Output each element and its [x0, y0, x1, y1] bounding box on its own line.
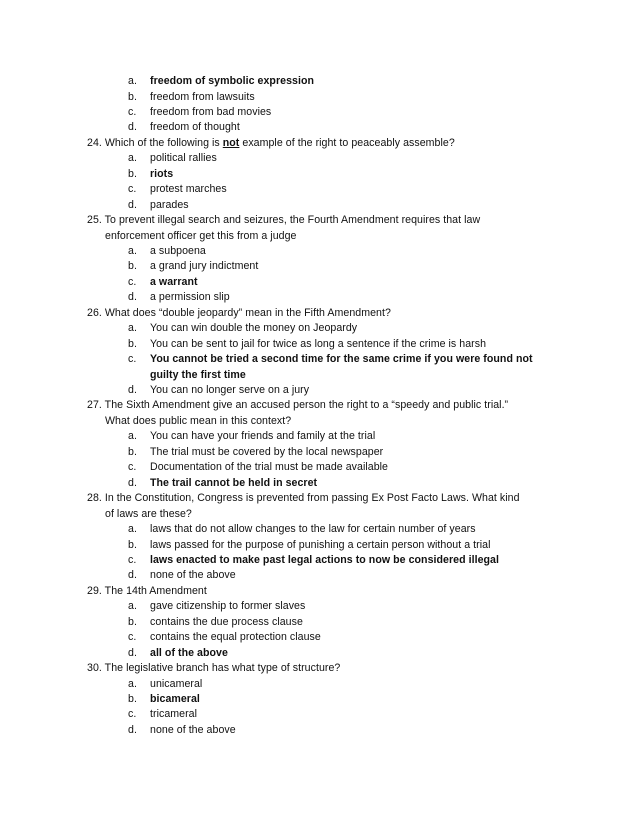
- option-text: You can be sent to jail for twice as long a sentence if the crime is harsh: [150, 337, 487, 350]
- option-text: protest marches: [150, 183, 227, 196]
- answer-option: [128, 152, 217, 165]
- option-letter: a.: [128, 152, 137, 165]
- answer-option: [128, 477, 317, 490]
- option-text: laws passed for the purpose of punishing a certain person without a trial: [150, 538, 491, 551]
- option-letter: d.: [128, 569, 137, 582]
- option-letter: a.: [128, 600, 137, 613]
- option-letter: a.: [128, 677, 137, 690]
- option-text: a grand jury indictment: [150, 260, 259, 273]
- answer-option: [128, 708, 197, 721]
- option-letter: b.: [128, 445, 137, 458]
- option-letter: d.: [128, 384, 137, 396]
- option-text: Documentation of the trial must be made available: [150, 461, 388, 474]
- answer-option: [128, 554, 499, 567]
- answer-option: [128, 353, 533, 366]
- option-text: laws that do not allow changes to the law for certain number of years: [150, 523, 476, 535]
- option-letter: a.: [128, 523, 137, 535]
- answer-option: [128, 245, 206, 258]
- correct-answer-text: You cannot be tried a second time for the same crime if you were found not: [150, 353, 533, 366]
- emphasized-word: not: [222, 136, 240, 149]
- answer-option: [128, 724, 236, 737]
- option-text: freedom from lawsuits: [150, 90, 255, 103]
- option-text: unicameral: [150, 677, 203, 690]
- correct-answer-text: a warrant: [150, 275, 198, 288]
- option-text: freedom of thought: [150, 121, 240, 134]
- answer-option: [128, 616, 303, 629]
- question-text: 29. The 14th Amendment: [87, 584, 207, 597]
- correct-answer-text: bicameral: [150, 693, 200, 705]
- answer-option: [128, 322, 357, 335]
- answer-option: [128, 384, 309, 397]
- option-text: freedom from bad movies: [150, 105, 272, 118]
- option-text: gave citizenship to former slaves: [150, 600, 306, 613]
- option-letter: a.: [128, 322, 137, 335]
- option-letter: d.: [128, 291, 137, 304]
- answer-option: [128, 338, 486, 351]
- answer-option: [128, 600, 305, 613]
- answer-option-continuation: guilty the first time: [150, 368, 246, 381]
- option-letter: a.: [128, 75, 137, 87]
- option-letter: d.: [128, 121, 137, 134]
- option-text: You can no longer serve on a jury: [150, 384, 310, 396]
- question-text: [87, 137, 455, 150]
- correct-answer-text: all of the above: [150, 646, 228, 659]
- answer-option: [128, 291, 230, 304]
- answer-option: [128, 647, 228, 660]
- option-text: political rallies: [150, 152, 217, 165]
- option-letter: b.: [128, 260, 137, 273]
- answer-option: [128, 693, 200, 706]
- question-text: 30. The legislative branch has what type of structure?: [87, 662, 341, 675]
- question-text-continuation: of laws are these?: [105, 507, 192, 520]
- option-text: a subpoena: [150, 244, 206, 257]
- option-text: none of the above: [150, 569, 236, 582]
- answer-option: [128, 260, 258, 273]
- option-text: parades: [150, 198, 189, 211]
- answer-option: [128, 430, 375, 443]
- answer-option: [128, 199, 189, 212]
- option-letter: a.: [128, 244, 137, 257]
- option-letter: c.: [128, 353, 137, 366]
- question-text-part: 24. Which of the following is: [87, 136, 223, 149]
- answer-option: [128, 569, 236, 582]
- answer-option: [128, 276, 198, 289]
- question-text-part: example of the right to peaceably assemble?: [239, 136, 455, 149]
- option-letter: d.: [128, 723, 137, 736]
- question-text: 28. In the Constitution, Congress is prevented from passing Ex Post Facto Laws. What kind: [87, 492, 520, 505]
- option-text: none of the above: [150, 723, 236, 736]
- correct-answer-text: riots: [150, 167, 174, 180]
- option-letter: b.: [128, 538, 137, 551]
- option-text: You can have your friends and family at the trial: [150, 430, 376, 443]
- option-letter: c.: [128, 461, 137, 474]
- option-letter: b.: [128, 337, 137, 350]
- option-letter: c.: [128, 708, 137, 721]
- option-letter: d.: [128, 198, 137, 211]
- question-text: 26. What does “double jeopardy” mean in the Fifth Amendment?: [87, 306, 391, 319]
- option-letter: c.: [128, 183, 137, 196]
- answer-option: [128, 631, 321, 644]
- question-text: 25. To prevent illegal search and seizures, the Fourth Amendment requires that law: [87, 214, 481, 226]
- answer-option: [128, 446, 383, 459]
- answer-option: [128, 121, 240, 134]
- answer-option: [128, 91, 255, 104]
- question-text: 27. The Sixth Amendment give an accused person the right to a “speedy and public trial.”: [87, 399, 509, 412]
- option-text: contains the due process clause: [150, 615, 303, 628]
- option-text: a permission slip: [150, 291, 230, 304]
- option-text: contains the equal protection clause: [150, 631, 321, 644]
- option-letter: d.: [128, 476, 137, 489]
- option-text: The trial must be covered by the local newspaper: [150, 445, 384, 458]
- option-letter: c.: [128, 631, 137, 644]
- answer-option: [128, 523, 476, 536]
- option-letter: b.: [128, 693, 137, 705]
- option-text: You can win double the money on Jeopardy: [150, 322, 358, 335]
- answer-option: [128, 183, 227, 196]
- option-letter: b.: [128, 90, 137, 103]
- correct-answer-text: The trail cannot be held in secret: [150, 476, 318, 489]
- answer-option: [128, 75, 314, 88]
- option-letter: b.: [128, 167, 137, 180]
- question-text-continuation: enforcement officer get this from a judge: [105, 229, 297, 242]
- answer-option: [128, 539, 491, 552]
- answer-option: [128, 168, 173, 181]
- option-letter: c.: [128, 105, 137, 118]
- option-letter: c.: [128, 554, 137, 566]
- answer-option: [128, 678, 202, 691]
- option-letter: b.: [128, 615, 137, 628]
- option-letter: a.: [128, 430, 137, 443]
- answer-option: [128, 106, 271, 119]
- option-text: tricameral: [150, 708, 198, 721]
- correct-answer-text: freedom of symbolic expression: [150, 75, 314, 87]
- question-text-continuation: What does public mean in this context?: [105, 414, 292, 427]
- answer-option: [128, 461, 388, 474]
- option-letter: c.: [128, 275, 137, 288]
- correct-answer-text: laws enacted to make past legal actions to now be considered illegal: [150, 554, 499, 566]
- option-letter: d.: [128, 646, 137, 659]
